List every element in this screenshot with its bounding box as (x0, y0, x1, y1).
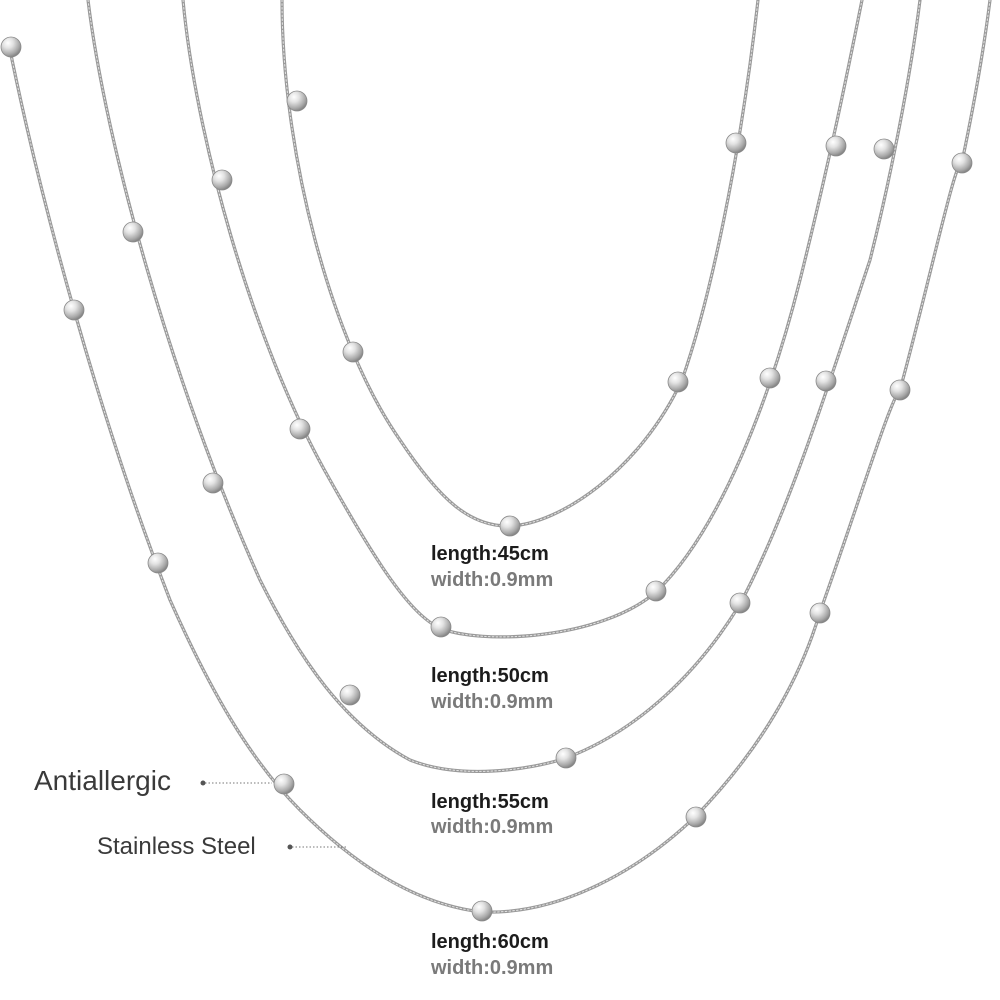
width-label-55cm: width:0.9mm (431, 816, 554, 838)
chain-bead (890, 380, 910, 400)
width-label-45cm: width:0.9mm (431, 569, 554, 591)
chain-bead (472, 901, 492, 921)
length-label-45cm: length:45cm (431, 543, 549, 565)
chain-bead (274, 774, 294, 794)
necklace-chain-55cm (88, 0, 920, 771)
chain-bead (760, 368, 780, 388)
width-label-60cm: width:0.9mm (431, 957, 554, 979)
chain-bead (212, 170, 232, 190)
chain-bead (500, 516, 520, 536)
chain-bead (874, 139, 894, 159)
chain-bead (730, 593, 750, 613)
chain-bead (952, 153, 972, 173)
length-label-55cm: length:55cm (431, 791, 549, 813)
chain-bead (287, 91, 307, 111)
stainless-steel-label: Stainless Steel (97, 833, 256, 860)
chain-bead (556, 748, 576, 768)
chain-bead (431, 617, 451, 637)
antiallergic-leader-dot (201, 781, 206, 786)
width-label-50cm: width:0.9mm (431, 691, 554, 713)
chain-bead (203, 473, 223, 493)
chain-bead (148, 553, 168, 573)
chain-bead (810, 603, 830, 623)
chain-bead (726, 133, 746, 153)
chain-bead (646, 581, 666, 601)
chain-bead (123, 222, 143, 242)
chain-bead (1, 37, 21, 57)
chain-bead (686, 807, 706, 827)
chain-bead (343, 342, 363, 362)
chain-bead (64, 300, 84, 320)
stainless-steel-leader-dot (288, 845, 293, 850)
chain-bead (290, 419, 310, 439)
chain-bead (668, 372, 688, 392)
antiallergic-label: Antiallergic (34, 765, 171, 796)
length-label-60cm: length:60cm (431, 931, 549, 953)
length-label-50cm: length:50cm (431, 665, 549, 687)
necklace-chain-45cm (282, 0, 758, 536)
chain-bead (826, 136, 846, 156)
chain-bead (816, 371, 836, 391)
chain-bead (340, 685, 360, 705)
